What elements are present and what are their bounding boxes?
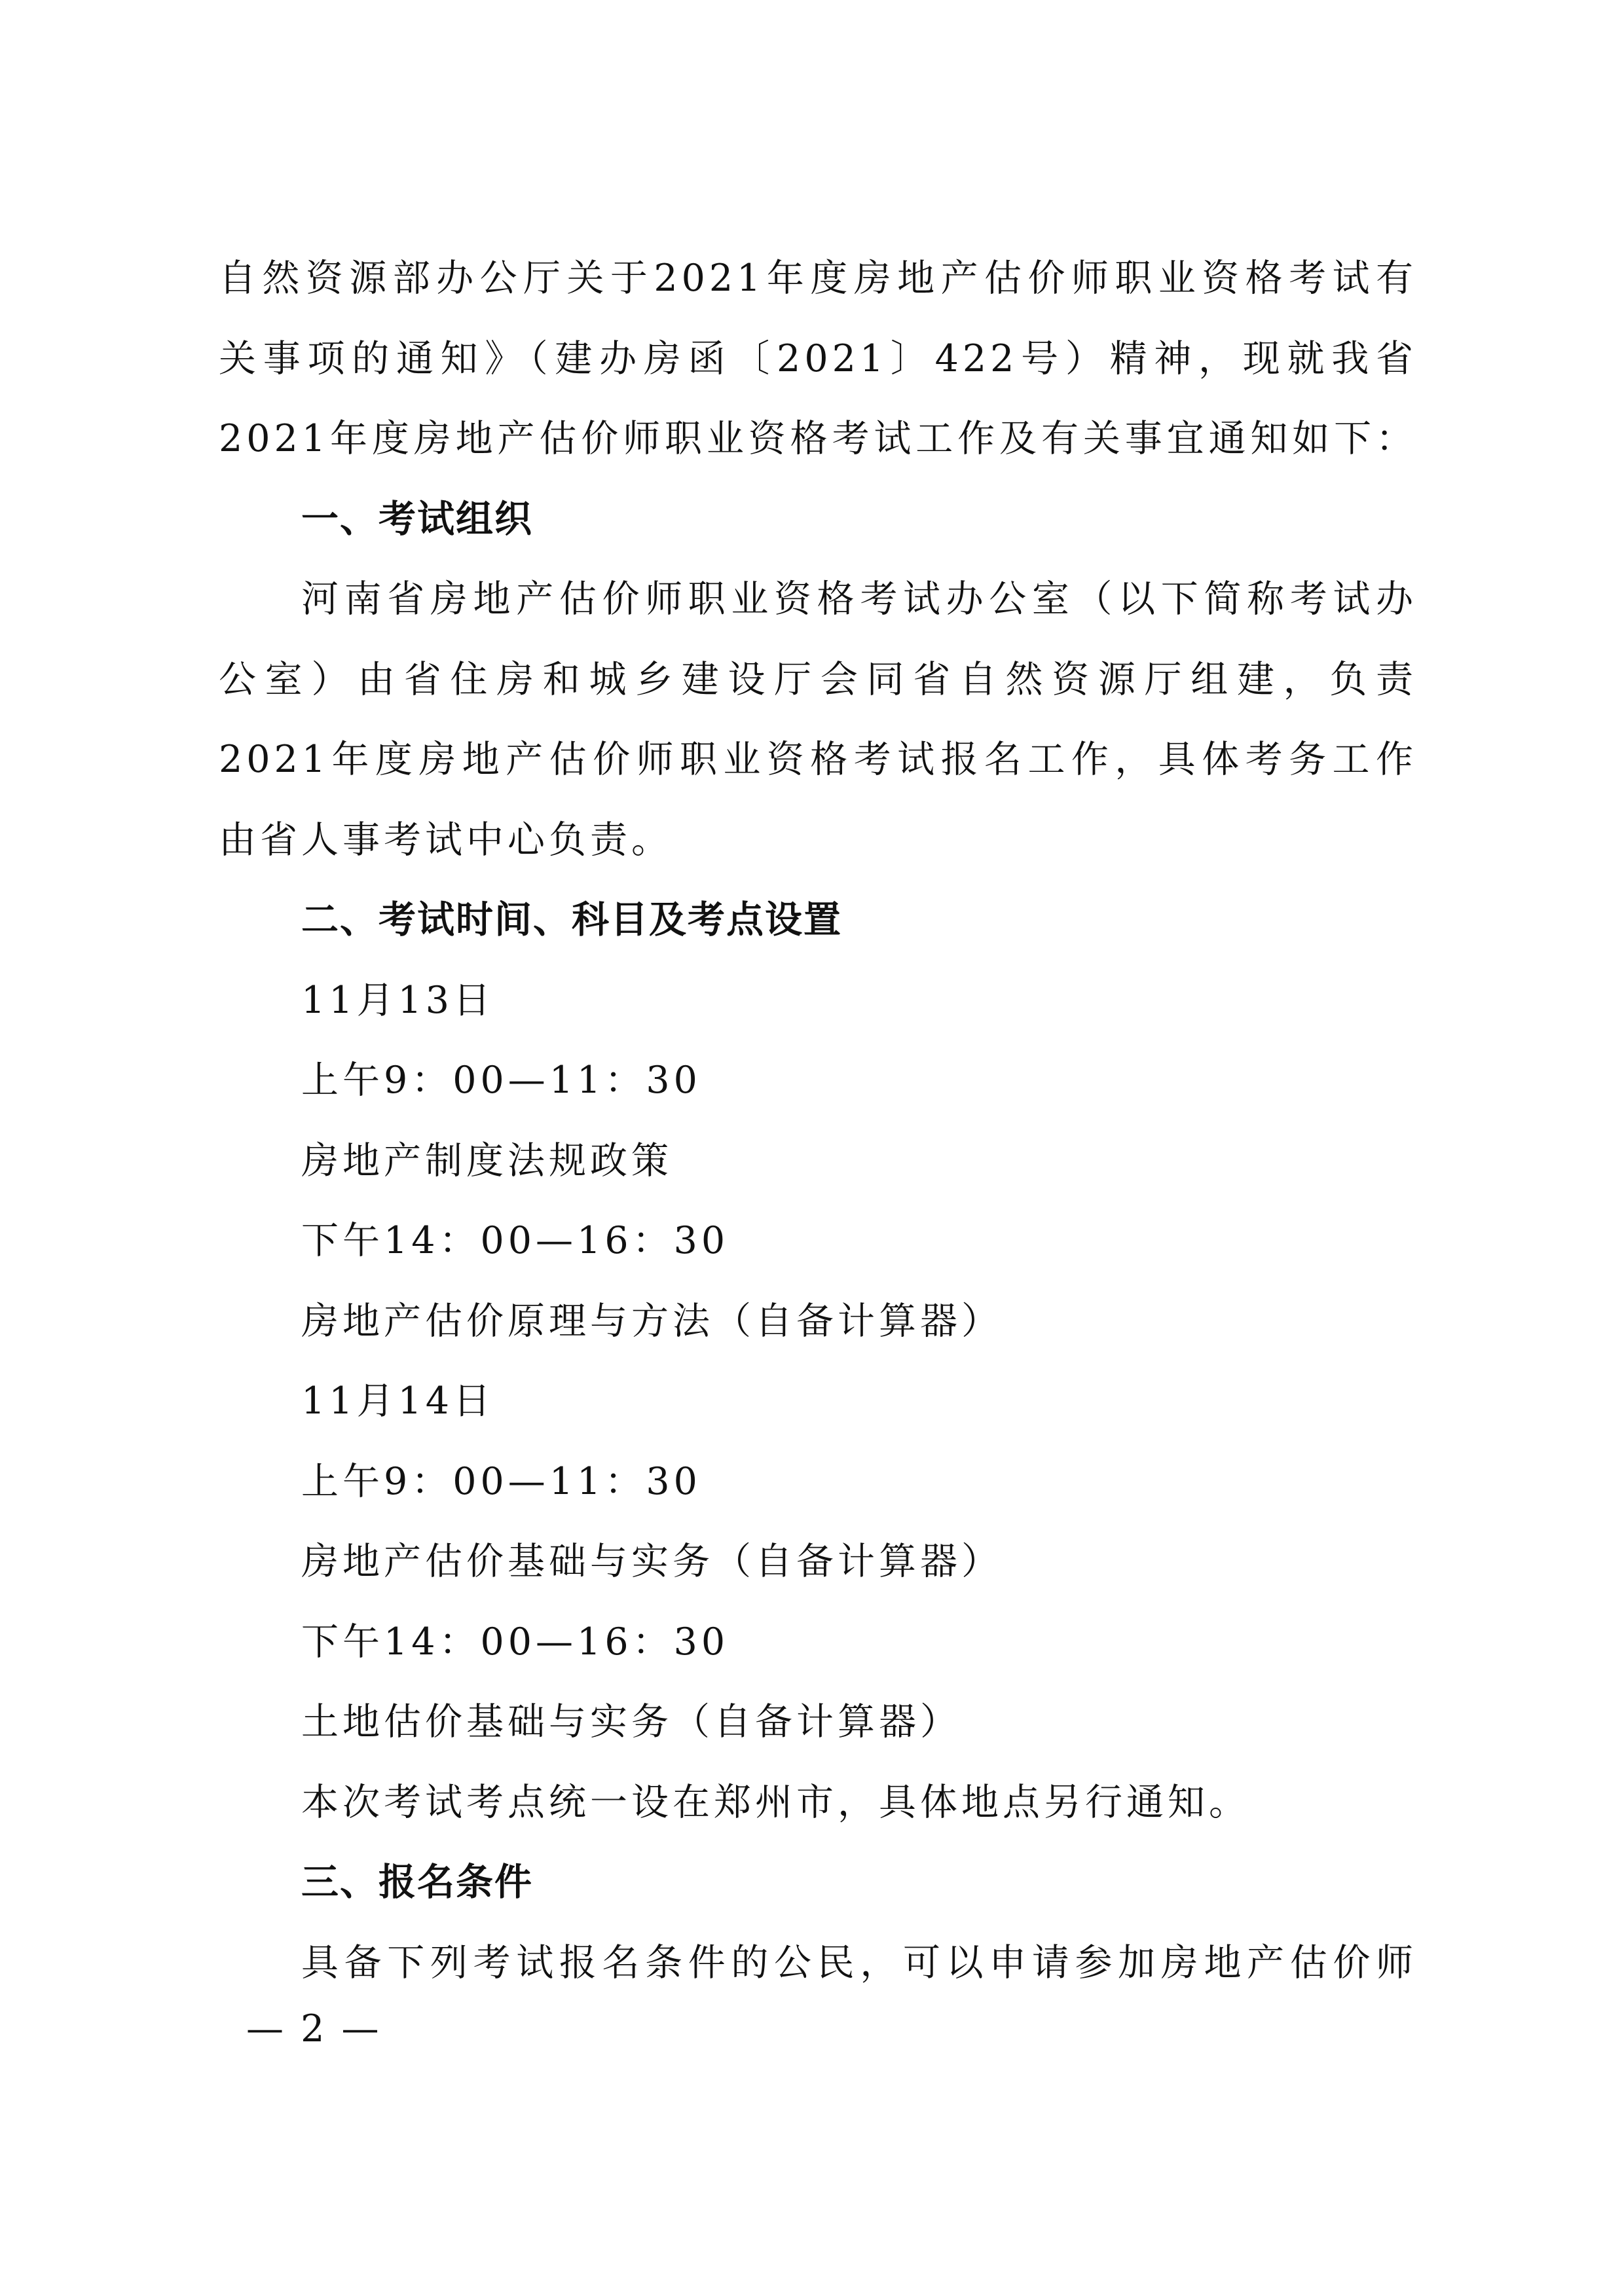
page-number: — 2 —: [246, 2007, 382, 2050]
section1-line-2: 公室）由省住房和城乡建设厅会同省自然资源厅组建，负责: [219, 657, 1417, 701]
intro-line-2: 关事项的通知》（建办房函〔2021〕422号）精神，现就我省: [219, 337, 1417, 380]
exam-time-1-2: 下午14：00—16：30: [301, 1219, 729, 1262]
exam-subject-1-1: 房地产制度法规政策: [301, 1139, 673, 1182]
exam-time-1-1: 上午9：00—11：30: [301, 1059, 701, 1102]
intro-line-1: 自然资源部办公厅关于2021年度房地产估价师职业资格考试有: [219, 257, 1417, 300]
exam-location-note: 本次考试考点统一设在郑州市，具体地点另行通知。: [301, 1780, 1250, 1824]
section-heading-1: 一、考试组织: [301, 497, 533, 541]
exam-subject-1-2: 房地产估价原理与方法（自备计算器）: [301, 1299, 1003, 1343]
document-body: [219, 238, 1417, 2003]
section1-line-4: 由省人事考试中心负责。: [219, 818, 673, 862]
exam-time-2-1: 上午9：00—11：30: [301, 1459, 701, 1503]
exam-subject-2-2: 土地估价基础与实务（自备计算器）: [301, 1700, 961, 1743]
exam-subject-2-1: 房地产估价基础与实务（自备计算器）: [301, 1540, 1003, 1583]
section1-line-3: 2021年度房地产估价师职业资格考试报名工作，具体考务工作: [219, 738, 1417, 781]
exam-date-1: 11月13日: [301, 978, 495, 1022]
section-heading-3: 三、报名条件: [301, 1861, 533, 1904]
exam-time-2-2: 下午14：00—16：30: [301, 1620, 729, 1664]
section1-line-1: 河南省房地产估价师职业资格考试办公室（以下简称考试办: [301, 577, 1417, 621]
section3-line-1: 具备下列考试报名条件的公民，可以申请参加房地产估价师: [301, 1941, 1417, 1984]
intro-line-3: 2021年度房地产估价师职业资格考试工作及有关事宜通知如下：: [219, 417, 1417, 460]
exam-date-2: 11月14日: [301, 1379, 495, 1423]
section-heading-2: 二、考试时间、科目及考点设置: [301, 898, 842, 941]
